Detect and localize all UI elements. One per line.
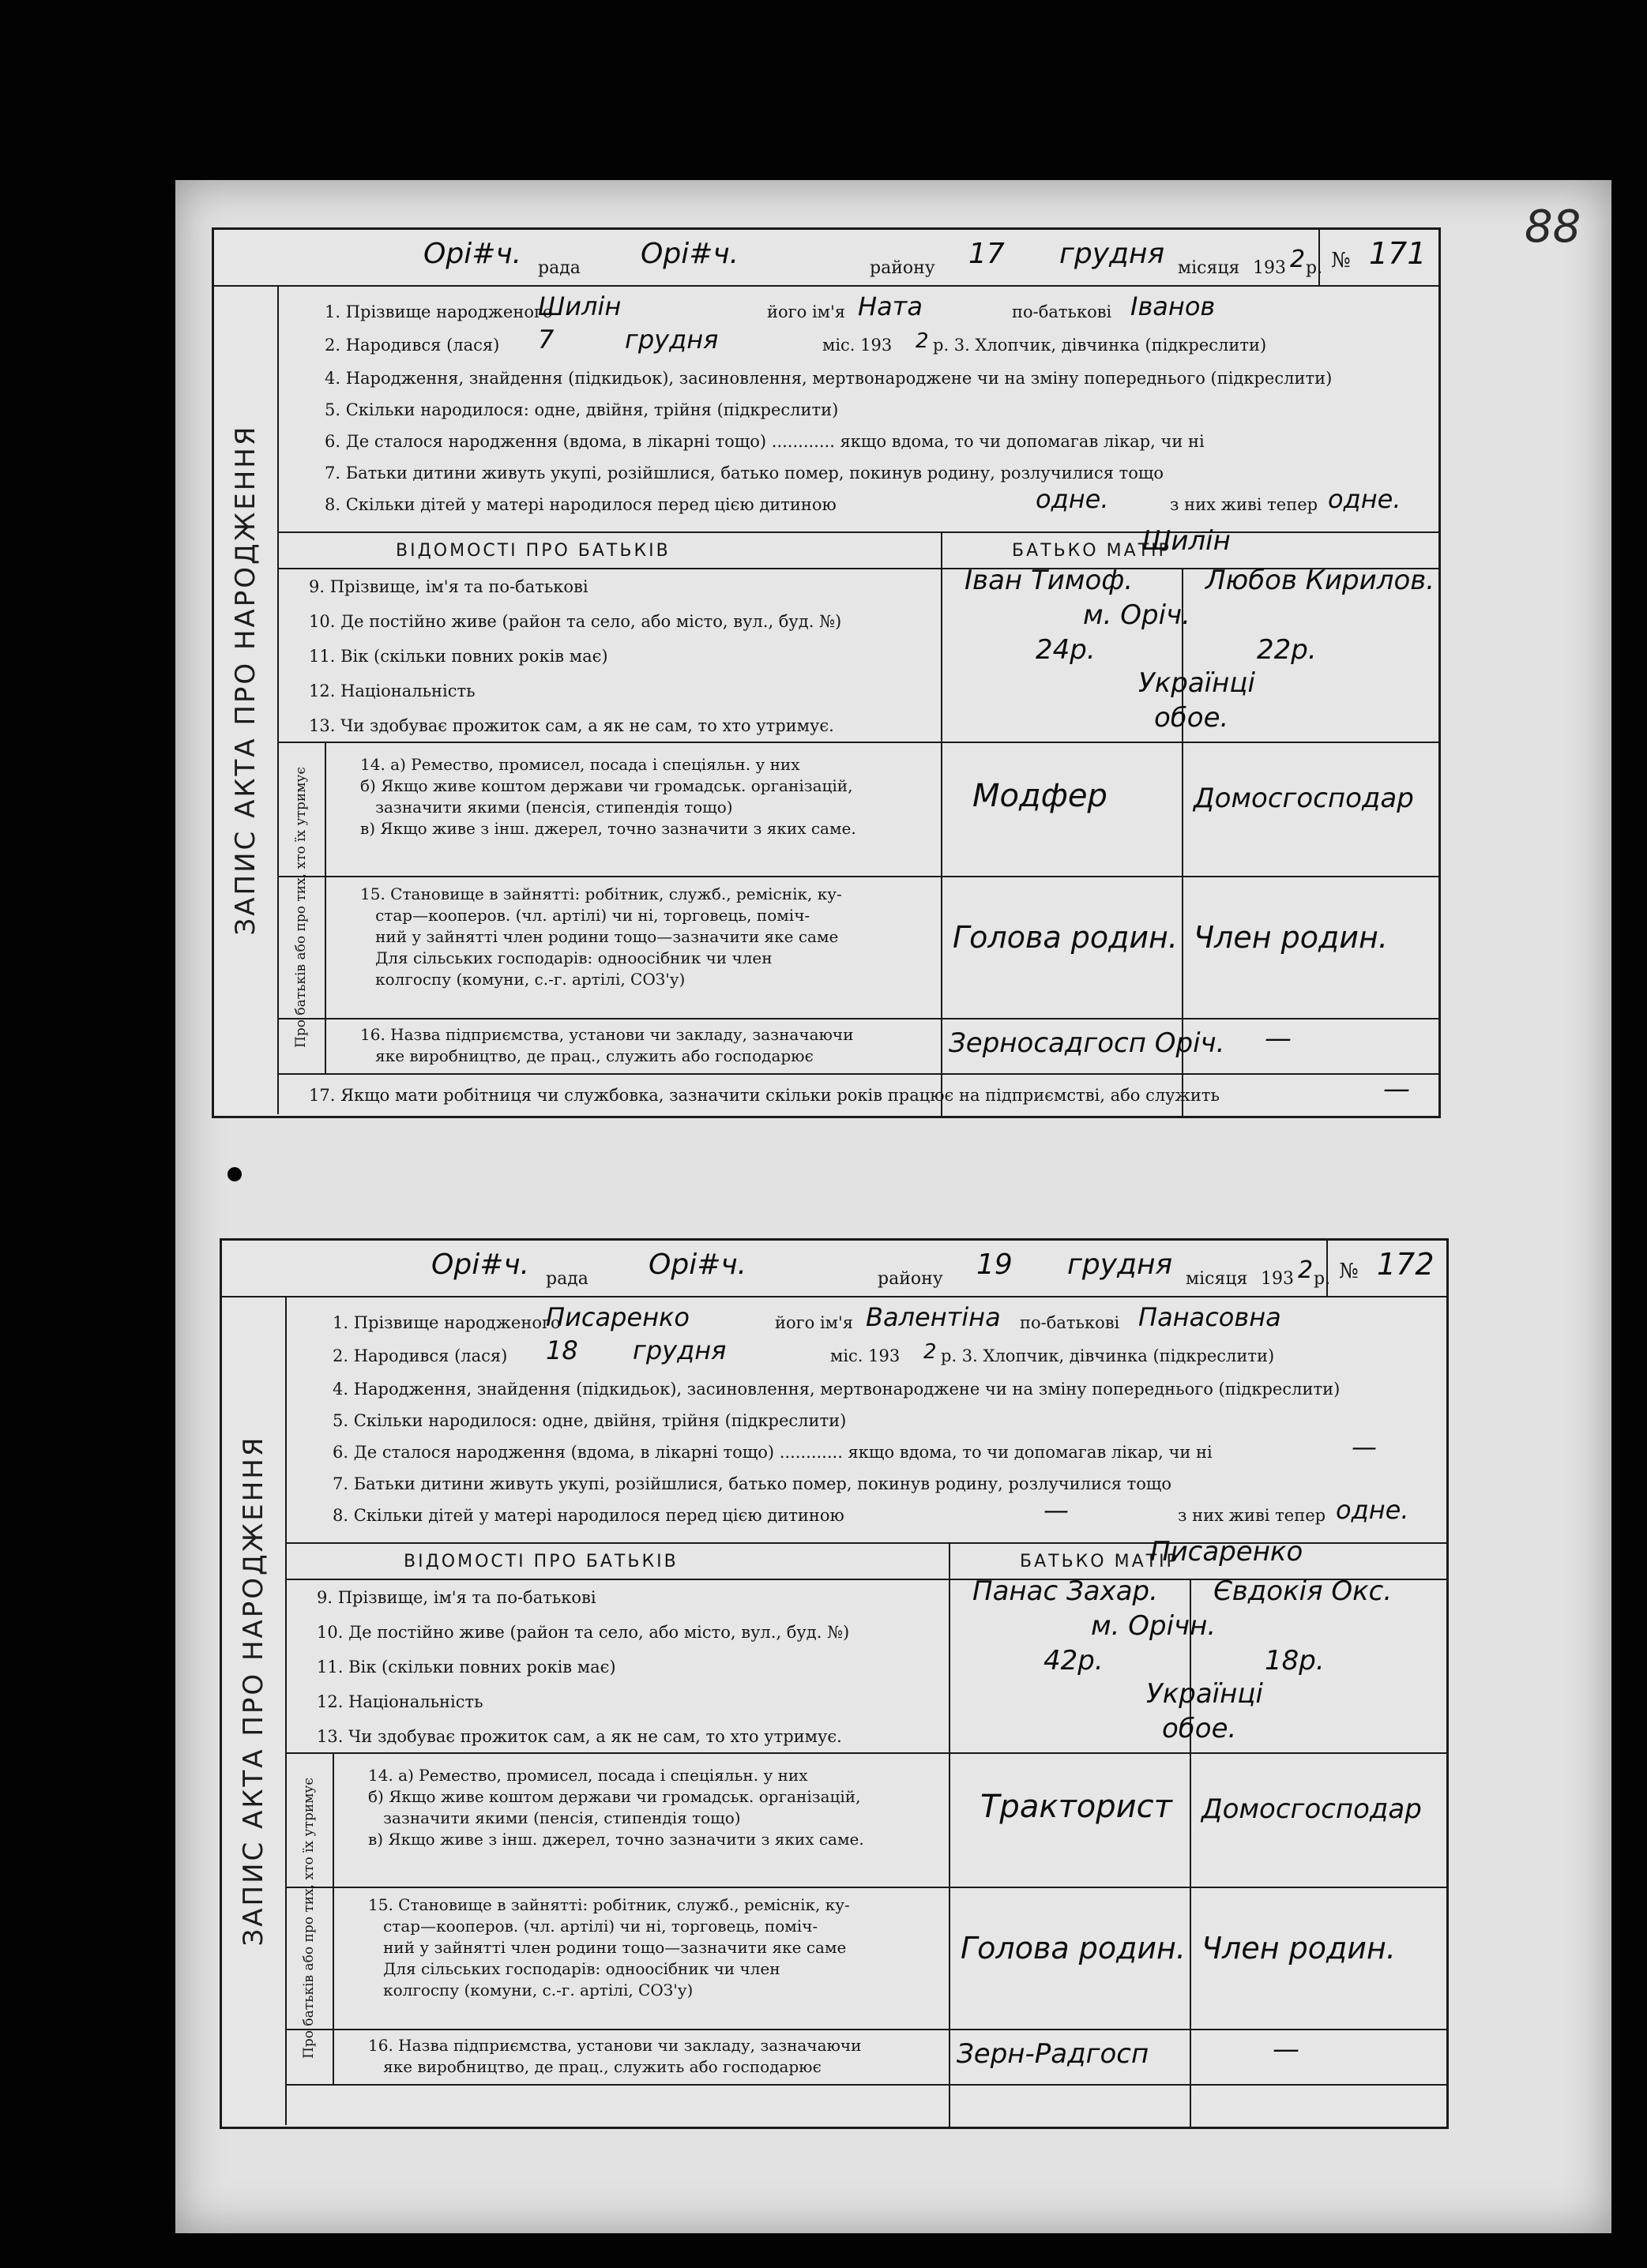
record-number: 172: [1377, 1247, 1435, 1282]
born-month-value: грудня: [625, 325, 719, 355]
patronymic-value: Іванов: [1130, 291, 1216, 321]
born-day-value: 18: [546, 1335, 578, 1365]
mother-occupation: Домосгосподар: [1201, 1793, 1422, 1825]
q14-label: 14. а) Ремество, промисел, посада і спеціяльн. у них б) Якщо живе коштом держави чи громадськ. організацій, зазначити якими (пенсія, стипендія тощо) в) Якщо живе з інш. джерел, точно зазначити з яких саме.: [360, 755, 856, 838]
rada-label: рада: [546, 1269, 588, 1289]
month-label: місяця: [1178, 258, 1240, 278]
mother-name: Євдокія Окс.: [1213, 1575, 1393, 1607]
father-name: Іван Тимоф.: [965, 565, 1134, 596]
day-value: 19: [976, 1249, 1013, 1281]
record-header: [222, 1241, 1446, 1297]
born-year-digit: 2: [916, 329, 929, 353]
raion-value: Орі#ч.: [649, 1249, 747, 1281]
raion-value: Орі#ч.: [641, 238, 739, 270]
q8-before-value: —: [1043, 1495, 1069, 1525]
record-number: 171: [1369, 236, 1427, 271]
q8-alive-label: з них живі тепер: [1178, 1506, 1326, 1525]
month-value: грудня: [1059, 238, 1165, 270]
header-surname: Шилін: [1142, 525, 1231, 557]
q2-year-label: міс. 193: [830, 1346, 901, 1365]
parents-header: ВІДОМОСТІ ПРО БАТЬКІВ: [404, 1552, 679, 1571]
record-number-box: [1326, 1241, 1446, 1296]
q13-label: 13. Чи здобуває прожиток сам, а як не сам, то хто утримує.: [309, 716, 834, 735]
mother-age: 22р.: [1257, 634, 1317, 666]
q1-name-label: його ім'я: [767, 302, 846, 321]
subside-label: Про батьків або про тих, хто їх утримує: [285, 1752, 334, 2084]
q4-label: 4. Народження, знайдення (підкидьок), засиновлення, мертвонароджене чи на зміну попереднього (підкреслити): [333, 1380, 1341, 1399]
q16-label: 16. Назва підприємства, установи чи закладу, зазначаючи яке виробництво, де прац., служить або господарює: [360, 1025, 854, 1065]
raion-label: району: [870, 258, 935, 278]
year-digit: 2: [1298, 1256, 1314, 1284]
q1-patronymic-label: по-батькові: [1012, 302, 1112, 321]
self-support: обое.: [1154, 702, 1229, 734]
q2-year-label: міс. 193: [822, 336, 893, 355]
q9-label: 9. Прізвище, ім'я та по-батькові: [309, 577, 588, 596]
q11-label: 11. Вік (скільки повних років має): [309, 647, 608, 666]
q6-label: 6. Де сталося народження (вдома, в лікарні тощо) ............ якщо вдома, то чи допомагав лікар, чи ні: [325, 432, 1205, 451]
q12-label: 12. Національність: [317, 1692, 483, 1711]
residence: м. Орічн.: [1091, 1610, 1216, 1642]
raion-label: району: [878, 1269, 943, 1289]
q8-label: 8. Скільки дітей у матері народилося перед цією дитиною: [333, 1506, 844, 1525]
nationality: Українці: [1138, 667, 1255, 699]
number-label: №: [1331, 249, 1351, 272]
q8-alive-value: одне.: [1328, 484, 1401, 514]
name-value: Ната: [858, 291, 923, 321]
q1-label: 1. Прізвище народженого: [325, 302, 553, 321]
q17-value: —: [1383, 1073, 1410, 1105]
born-month-value: грудня: [633, 1335, 727, 1365]
q17-label: 17. Якщо мати робітниця чи службовка, зазначити скільки років працює на підприємстві, або служить: [309, 1086, 1220, 1105]
surname-value: Шилін: [538, 291, 622, 321]
q2-gender-label: р. 3. Хлопчик, дівчинка (підкреслити): [941, 1346, 1275, 1365]
q9-label: 9. Прізвище, ім'я та по-батькові: [317, 1588, 596, 1607]
q8-before-value: одне.: [1036, 484, 1109, 514]
parents-table: [277, 525, 1438, 1117]
mother-occupation: Домосгосподар: [1194, 783, 1414, 814]
q8-alive-label: з них живі тепер: [1170, 495, 1318, 514]
year-prefix: 193: [1261, 1269, 1294, 1289]
q15-label: 15. Становище в зайнятті: робітник, служб., реміснік, ку- стар—кооперов. (чл. артілі) чи ні, торговець, поміч- ний у зайнятті член родини тощо—зазначити яке саме Для сільських господарів: одноосібник чи член колгоспу (комуни, с.-г. артілі, СОЗ'у): [368, 1895, 850, 2000]
enterprise-mother: —: [1273, 2033, 1299, 2065]
parents-header: ВІДОМОСТІ ПРО БАТЬКІВ: [396, 541, 671, 561]
name-value: Валентіна: [866, 1302, 1001, 1332]
q1-name-label: його ім'я: [775, 1313, 854, 1332]
q11-label: 11. Вік (скільки повних років має): [317, 1658, 616, 1677]
year-suffix: р.: [1306, 258, 1323, 278]
record-header: [214, 230, 1438, 287]
father-age: 24р.: [1036, 634, 1096, 666]
enterprise: Зерн-Радгосп: [957, 2038, 1149, 2070]
mother-status: Член родин.: [1194, 920, 1388, 955]
year-prefix: 193: [1253, 258, 1286, 278]
surname-value: Писаренко: [546, 1302, 690, 1332]
year-digit: 2: [1290, 246, 1306, 273]
nationality: Українці: [1146, 1678, 1263, 1710]
day-value: 17: [968, 238, 1005, 270]
q10-label: 10. Де постійно живе (район та село, або місто, вул., буд. №): [309, 612, 842, 631]
birth-record-1: [212, 227, 1441, 1118]
q10-label: 10. Де постійно живе (район та село, або місто, вул., буд. №): [317, 1623, 850, 1642]
born-year-digit: 2: [923, 1340, 937, 1364]
enterprise: Зерносадгосп Оріч.: [949, 1027, 1225, 1059]
q7-label: 7. Батьки дитини живуть укупі, розійшлися, батько помер, покинув родину, розлучилися тощо: [333, 1474, 1172, 1493]
q5-label: 5. Скільки народилося: одне, двійня, трійня (підкреслити): [333, 1411, 847, 1430]
side-title: ЗАПИС АКТА ПРО НАРОДЖЕННЯ: [230, 424, 261, 936]
q4-label: 4. Народження, знайдення (підкидьок), засиновлення, мертвонароджене чи на зміну попереднього (підкреслити): [325, 369, 1333, 388]
parents-table: [285, 1536, 1446, 2128]
q2-label: 2. Народився (лася): [333, 1346, 508, 1365]
father-mother-header: БАТЬКО МАТІР: [1012, 541, 1171, 561]
q12-label: 12. Національність: [309, 682, 476, 700]
page-number: 88: [1525, 201, 1581, 253]
birth-record-2: [220, 1238, 1449, 2129]
q6-value: —: [1352, 1432, 1377, 1462]
side-title: ЗАПИС АКТА ПРО НАРОДЖЕННЯ: [238, 1435, 269, 1947]
q5-label: 5. Скільки народилося: одне, двійня, трійня (підкреслити): [325, 400, 839, 419]
rada-label: рада: [538, 258, 581, 278]
patronymic-value: Панасовна: [1138, 1302, 1281, 1332]
q8-alive-value: одне.: [1336, 1495, 1409, 1525]
father-status: Голова родин.: [953, 920, 1178, 955]
side-title-column: [222, 1296, 287, 2125]
q6-label: 6. Де сталося народження (вдома, в лікарні тощо) ............ якщо вдома, то чи допомагав лікар, чи ні: [333, 1443, 1213, 1462]
father-occupation: Модфер: [972, 778, 1107, 814]
q8-label: 8. Скільки дітей у матері народилося перед цією дитиною: [325, 495, 837, 514]
q13-label: 13. Чи здобуває прожиток сам, а як не сам, то хто утримує.: [317, 1727, 842, 1746]
father-status: Голова родин.: [961, 1931, 1186, 1966]
number-label: №: [1339, 1260, 1359, 1283]
rada-value: Орі#ч.: [423, 238, 522, 270]
born-day-value: 7: [538, 325, 555, 355]
residence: м. Оріч.: [1083, 599, 1190, 631]
mother-name: Любов Кирилов.: [1205, 565, 1435, 596]
father-mother-header: БАТЬКО МАТІР: [1020, 1552, 1179, 1571]
father-occupation: Тракторист: [980, 1789, 1172, 1825]
q1-label: 1. Прізвище народженого: [333, 1313, 561, 1332]
mother-age: 18р.: [1265, 1645, 1325, 1677]
father-age: 42р.: [1043, 1645, 1104, 1677]
enterprise-mother: —: [1265, 1023, 1292, 1054]
self-support: обое.: [1162, 1713, 1237, 1744]
q2-label: 2. Народився (лася): [325, 336, 500, 355]
month-value: грудня: [1067, 1249, 1173, 1281]
q2-gender-label: р. 3. Хлопчик, дівчинка (підкреслити): [933, 336, 1267, 355]
subside-label: Про батьків або про тих, хто їх утримує: [277, 742, 326, 1073]
month-label: місяця: [1186, 1269, 1248, 1289]
q15-label: 15. Становище в зайнятті: робітник, служб., реміснік, ку- стар—кооперов. (чл. артілі) чи ні, торговець, поміч- ний у зайнятті член родини тощо—зазначити яке саме Для сільських господарів: одноосібник чи член колгоспу (комуни, с.-г. артілі, СОЗ'у): [360, 884, 842, 989]
q16-label: 16. Назва підприємства, установи чи закладу, зазначаючи яке виробництво, де прац., служить або господарює: [368, 2036, 862, 2076]
side-title-column: [214, 285, 279, 1114]
q14-label: 14. а) Ремество, промисел, посада і спеціяльн. у них б) Якщо живе коштом держави чи громадськ. організацій, зазначити якими (пенсія, стипендія тощо) в) Якщо живе з інш. джерел, точно зазначити з яких саме.: [368, 1766, 864, 1849]
rada-value: Орі#ч.: [431, 1249, 530, 1281]
mother-status: Член родин.: [1201, 1931, 1396, 1966]
father-name: Панас Захар.: [972, 1575, 1158, 1607]
q7-label: 7. Батьки дитини живуть укупі, розійшлися, батько помер, покинув родину, розлучилися тощо: [325, 464, 1164, 483]
q1-patronymic-label: по-батькові: [1020, 1313, 1120, 1332]
record-number-box: [1318, 230, 1438, 285]
year-suffix: р.: [1314, 1269, 1331, 1289]
header-surname: Писаренко: [1150, 1536, 1303, 1568]
